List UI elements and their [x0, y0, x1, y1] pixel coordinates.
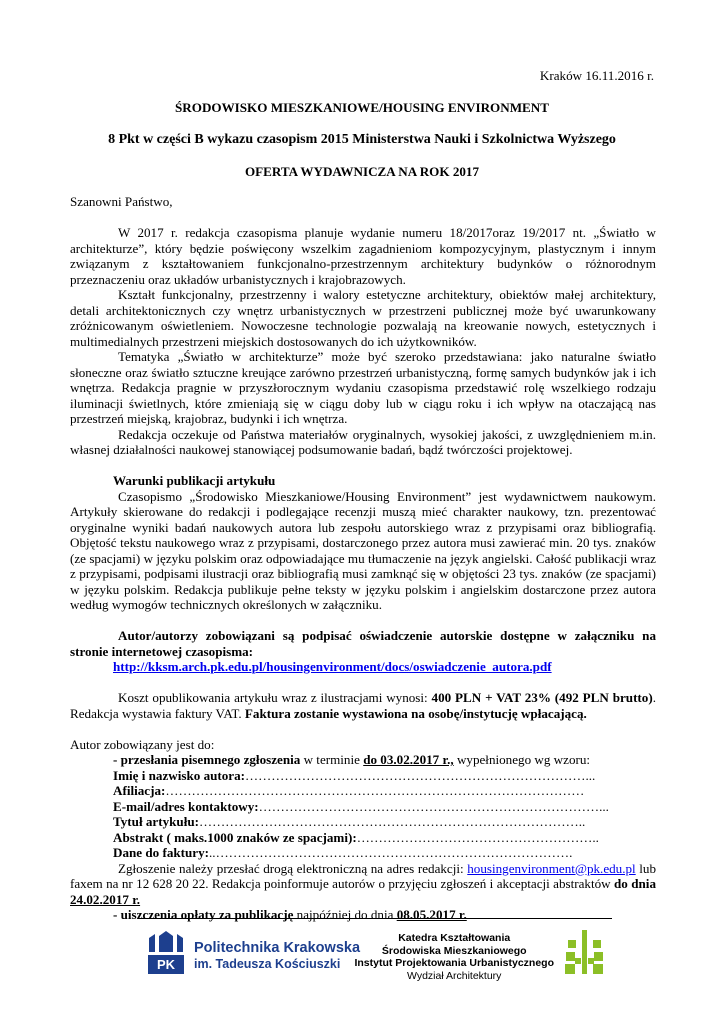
greeting: Szanowni Państwo, — [70, 194, 173, 209]
pk-logo-icon — [146, 930, 186, 976]
journal-ranking: 8 Pkt w części B wykazu czasopism 2015 Ministerstwa Nauki i Szkolnictwa Wyższego — [108, 132, 616, 147]
university-name: Politechnika Krakowska im. Tadeusza Kościuszki — [194, 940, 361, 971]
form-field-blank: …………………………………………………………………………….. — [198, 814, 586, 829]
application-form — [70, 768, 656, 861]
footer-divider — [138, 918, 612, 919]
svg-text:PK: PK — [156, 957, 176, 972]
paragraph-3: Tematyka „Światło w architekturze” może być szeroko przedstawiana: jako naturalne światło słoneczne oraz światło sztuczne kreujące zarówno przestrzeń urbanistyczną, formę samych budynków jak i ich wnętrza. Redakcja pragnie w przyszłorocznym wydaniu czasopisma przedstawić rolę wszelkiego rodzaju iluminacji świetlnych, które zmieniają się w ciągu doby lub w ciągu roku i ich wpływ na otaczającą nas przestrzeń miejską, krajobraz, budynki i ich wnętrza. — [70, 349, 656, 426]
department-name: Katedra Kształtowania Środowiska Mieszkaniowego Instytut Projektowania Urbanistycznego Wydział Architektury — [354, 932, 554, 982]
letter-body — [70, 186, 656, 923]
abstract-deadline: 24.02.2017 r. — [70, 891, 141, 907]
form-field-blank: ……………………………………………….. — [356, 829, 599, 845]
document-date: Kraków 16.11.2016 r. — [539, 68, 654, 83]
paragraph-4: Redakcja oczekuje od Państwa materiałów oryginalnych, wysokiej jakości, z uwzględnieniem m.in. własnej działalności naukowej stanowiącej podsumowanie badań, bądź twórczości projektowej. — [70, 426, 656, 457]
form-field-blank: …………………………………………………………………………………… — [165, 783, 585, 798]
form-field — [70, 768, 656, 784]
paragraph-2: Kształt funkcjonalny, przestrzenny i walory estetyczne architektury, obiektów małej architektury, detali architektonicznych czy wnętrz urbanistycznych w przestrzeni publicznej może być uwarunkowany zróżnicowanym oświetleniem. Nowoczesne technologie pozwalają na kreowanie nowych, estetycznych i multimedialnych przestrzeni miejskich dostosowanych do ich użytkowników. — [70, 287, 656, 349]
form-field — [70, 783, 656, 799]
invoice-text: . Redakcja wystawia faktury VAT. — [70, 690, 656, 721]
form-field-label: Dane do faktury: — [113, 845, 210, 860]
journal-title: ŚRODOWISKO MIESZKANIOWE/HOUSING ENVIRONMENT — [175, 100, 549, 115]
form-field — [70, 799, 656, 815]
form-field-label: Tytuł artykułu: — [113, 814, 199, 829]
form-field-label: Imię i nazwisko autora: — [113, 767, 246, 783]
payment-deadline: 08.05.2017 r. — [396, 907, 467, 922]
tree-logo-icon — [562, 928, 606, 976]
conditions-heading: Warunki publikacji artykułu — [113, 473, 276, 488]
cost-text: Koszt opublikowania artykułu wraz z ilustracjami wynosi: — [118, 690, 432, 705]
footer — [138, 918, 612, 994]
form-field-blank: ..………………………………………………………………………. — [209, 845, 573, 860]
submit-paragraph: Zgłoszenie należy przesłać drogą elektroniczną na adres redakcji: housingenvironment@pk.edu.pl lub faxem na nr 12 628 20 22. Redakcja poinformuje autorów o przyjęciu zgłoszeń i akceptacji abstraktów do dnia 24.02.2017 r. — [70, 860, 656, 907]
paragraph-5: Czasopismo „Środowisko Mieszkaniowe/Housing Environment” jest wydawnictwem naukowym. Artykuły skierowane do redakcji i podlegające recenzji muszą mieć charakter naukowy, tzn. prezentować oryginalne wyniki badań naukowych autora lub zespołu autorskiego wraz z przypisami oraz bibliografią. Objętość tekstu naukowego wraz z przypisami, dostarczonego przez autora musi zawierać min. 20 tys. znaków (ze spacjami) w języku polskim oraz odpowiadające mu tłumaczenie na język angielski. Całość publikacji wraz z przypisami, podpisami ilustracji oraz bibliografią musi zamknąć się w objętości 23 tys. znaków (ze spacjami) w języku polskim. Redakcja publikuje pełne teksty w języku polskim i angielskim dostarczone przez autora według wymogów technicznych określonych w załączniku. — [70, 488, 656, 612]
cost-paragraph — [70, 690, 656, 721]
declaration-text: Autor/autorzy zobowiązani są podpisać oświadczenie autorskie dostępne w załączniku na stronie internetowej czasopisma: — [70, 628, 656, 659]
obligation-item-2: - uiszczenia opłaty za publikację najpóźniej do dnia 08.05.2017 r. — [113, 907, 467, 922]
obligation-item-1: - przesłania pisemnego zgłoszenia w terminie do 03.02.2017 r., wypełnionego wg wzoru: — [113, 752, 591, 767]
form-field-label: E-mail/adres kontaktowy: — [113, 798, 259, 814]
submit-email-link[interactable]: housingenvironment@pk.edu.pl — [467, 860, 636, 876]
form-field — [70, 814, 656, 830]
obligation-heading: Autor zobowiązany jest do: — [70, 736, 215, 752]
form-field — [70, 830, 656, 846]
invoice-note: Faktura zostanie wystawiona na osobę/instytucję wpłacającą. — [244, 705, 587, 721]
cost-value: 400 PLN + VAT 23% (492 PLN brutto) — [431, 690, 653, 705]
declaration-link[interactable]: http://kksm.arch.pk.edu.pl/housingenvironment/docs/oswiadczenie_autora.pdf — [113, 659, 552, 674]
form-field-blank: ……………………………………………………………………... — [245, 767, 596, 783]
form-field-label: Abstrakt ( maks.1000 znaków ze spacjami): — [113, 829, 357, 845]
form-field — [70, 845, 656, 861]
form-field-label: Afiliacja: — [113, 783, 166, 798]
form-field-blank: ……………………………………………………………………... — [258, 798, 609, 814]
paragraph-1: W 2017 r. redakcja czasopisma planuje wydanie numeru 18/2017oraz 19/2017 nt. „Światło w architekturze”, który będzie poświęcony wszelkim zagadnieniom kompozycyjnym, plastycznym i innym związanym z kształtowaniem funkcjonalno-przestrzennym architektury budynków o różnorodnym przeznaczeniu oraz układów urbanistycznych i krajobrazowych. — [70, 225, 656, 287]
offer-title: OFERTA WYDAWNICZA NA ROK 2017 — [244, 164, 480, 179]
